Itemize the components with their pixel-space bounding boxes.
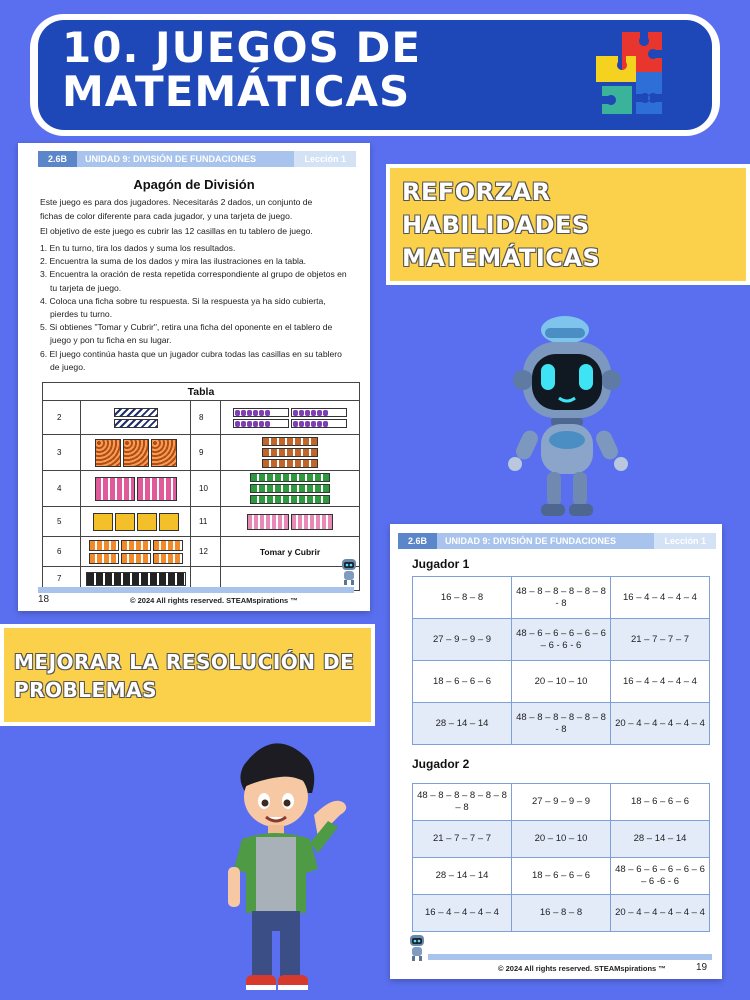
worksheet-page-18 bbox=[18, 143, 370, 611]
worksheet-page-19 bbox=[390, 524, 722, 979]
board-cell: 18 – 6 – 6 – 6 bbox=[413, 661, 512, 703]
title-line-1: 10. JUEGOS DE bbox=[62, 23, 422, 72]
unit-title: UNIDAD 9: DIVISIÓN DE FUNDACIONES bbox=[437, 533, 654, 549]
board-row bbox=[413, 821, 710, 858]
lesson-label: Lección 1 bbox=[294, 151, 356, 167]
board-cell: 28 – 14 – 14 bbox=[413, 858, 512, 895]
player-2-label: Jugador 2 bbox=[412, 757, 470, 771]
table-row bbox=[43, 471, 360, 507]
board-cell: 16 – 4 – 4 – 4 – 4 bbox=[611, 577, 710, 619]
player-1-label: Jugador 1 bbox=[412, 557, 470, 571]
worksheet-header bbox=[38, 151, 356, 167]
mini-robot-icon bbox=[338, 556, 360, 586]
group-illustration bbox=[81, 507, 191, 537]
board-row bbox=[413, 858, 710, 895]
board-cell: 48 – 8 – 8 – 8 – 8 – 8 – 8 bbox=[413, 784, 512, 821]
page-number: 18 bbox=[38, 594, 50, 605]
player-1-board bbox=[412, 576, 710, 745]
board-row bbox=[413, 784, 710, 821]
board-cell: 21 – 7 – 7 – 7 bbox=[611, 619, 710, 661]
copyright: © 2024 All rights reserved. STEAMspirations ™ bbox=[130, 596, 298, 605]
dice-sum: 3 bbox=[43, 435, 81, 471]
board-cell: 48 – 8 – 8 – 8 – 8 – 8 - 8 bbox=[512, 577, 611, 619]
table-row bbox=[43, 537, 360, 567]
step-item: 6. El juego continúa hasta que un jugador cubra todas las casillas en su tablero de juego. bbox=[40, 348, 342, 372]
player-2-board bbox=[412, 783, 710, 932]
board-cell: 28 – 14 – 14 bbox=[413, 703, 512, 745]
title-line-2: MATEMÁTICAS bbox=[62, 67, 411, 116]
group-illustration bbox=[81, 401, 191, 435]
board-cell: 20 – 10 – 10 bbox=[512, 661, 611, 703]
game-intro bbox=[40, 195, 350, 238]
board-cell: 16 – 8 – 8 bbox=[413, 577, 512, 619]
board-row bbox=[413, 895, 710, 932]
dice-sum: 10 bbox=[191, 471, 221, 507]
board-cell: 48 – 6 – 6 – 6 – 6 – 6 – 6 - 6 - 6 bbox=[512, 619, 611, 661]
dice-sum: 6 bbox=[43, 537, 81, 567]
step-item: 2. Encuentra la suma de los dados y mira las ilustraciones en la tabla. bbox=[40, 256, 307, 267]
step-item: 3. Encuentra la oración de resta repetida correspondiente al grupo de objetos en tu tarjeta de juego. bbox=[40, 269, 347, 293]
dice-sum: 11 bbox=[191, 507, 221, 537]
callout-line: HABILIDADES bbox=[402, 211, 590, 239]
board-cell: 27 – 9 – 9 – 9 bbox=[512, 784, 611, 821]
group-illustration bbox=[221, 507, 360, 537]
robot-mascot-icon bbox=[505, 308, 640, 520]
group-illustration bbox=[81, 537, 191, 567]
callout-mejorar bbox=[0, 624, 375, 726]
unit-title: UNIDAD 9: DIVISIÓN DE FUNDACIONES bbox=[77, 151, 294, 167]
board-row bbox=[413, 703, 710, 745]
copyright: © 2024 All rights reserved. STEAMspirations ™ bbox=[498, 964, 666, 973]
table-row bbox=[43, 435, 360, 471]
lesson-code: 2.6B bbox=[38, 151, 77, 167]
intro-line: Este juego es para dos jugadores. Necesitarás 2 dados, un conjunto de bbox=[40, 197, 313, 207]
board-cell: 48 – 8 – 8 – 8 – 8 – 8 - 8 bbox=[512, 703, 611, 745]
board-row bbox=[413, 577, 710, 619]
board-cell: 20 – 4 – 4 – 4 – 4 – 4 bbox=[611, 703, 710, 745]
board-cell: 16 – 8 – 8 bbox=[512, 895, 611, 932]
group-illustration bbox=[221, 401, 360, 435]
footer-bar bbox=[38, 587, 354, 593]
callout-line: MATEMÁTICAS bbox=[402, 244, 601, 272]
board-cell: 21 – 7 – 7 – 7 bbox=[413, 821, 512, 858]
group-illustration bbox=[81, 471, 191, 507]
table-row bbox=[43, 401, 360, 435]
page-number: 19 bbox=[696, 962, 708, 973]
group-illustration bbox=[221, 471, 360, 507]
board-row bbox=[413, 619, 710, 661]
step-item: 1. En tu turno, tira los dados y suma los resultados. bbox=[40, 243, 236, 253]
table-title: Tabla bbox=[43, 383, 360, 401]
puzzle-pieces-icon bbox=[594, 28, 674, 118]
group-illustration bbox=[81, 435, 191, 471]
board-cell: 18 – 6 – 6 – 6 bbox=[611, 784, 710, 821]
callout-text bbox=[402, 176, 600, 275]
callout-line: MEJORAR LA RESOLUCIÓN DE bbox=[14, 650, 355, 674]
game-title: Apagón de División bbox=[133, 177, 255, 192]
board-cell: 28 – 14 – 14 bbox=[611, 821, 710, 858]
group-illustration bbox=[221, 435, 360, 471]
board-cell: 27 – 9 – 9 – 9 bbox=[413, 619, 512, 661]
table-row bbox=[43, 507, 360, 537]
dice-sum: 2 bbox=[43, 401, 81, 435]
board-cell: 20 – 4 – 4 – 4 – 4 – 4 bbox=[611, 895, 710, 932]
lesson-code: 2.6B bbox=[398, 533, 437, 549]
board-row bbox=[413, 661, 710, 703]
board-cell: 16 – 4 – 4 – 4 – 4 bbox=[611, 661, 710, 703]
boy-waving-icon bbox=[206, 735, 356, 995]
intro-line: fichas de color diferente para cada jugador, y una tarjeta de juego. bbox=[40, 211, 293, 222]
board-cell: 48 – 6 – 6 – 6 – 6 – 6 – 6 -6 - 6 bbox=[611, 858, 710, 895]
intro-line: El objetivo de este juego es cubrir las 12 casillas en tu tablero de juego. bbox=[40, 225, 313, 236]
mini-robot-icon bbox=[406, 932, 428, 962]
dice-sum: 5 bbox=[43, 507, 81, 537]
callout-reforzar bbox=[386, 164, 750, 285]
callout-line: PROBLEMAS bbox=[14, 678, 157, 702]
lesson-label: Lección 1 bbox=[654, 533, 716, 549]
footer-bar bbox=[428, 954, 712, 960]
dice-sum: 8 bbox=[191, 401, 221, 435]
dice-sum: 12 bbox=[191, 537, 221, 567]
board-cell: 18 – 6 – 6 – 6 bbox=[512, 858, 611, 895]
step-item: 5. Si obtienes "Tomar y Cubrir", retira una ficha del oponente en el tablero de juego y pon tu ficha en su lugar. bbox=[40, 322, 333, 346]
take-and-cover: Tomar y Cubrir bbox=[221, 537, 360, 567]
callout-line: REFORZAR bbox=[402, 178, 551, 206]
dice-sum: 9 bbox=[191, 435, 221, 471]
board-cell: 20 – 10 – 10 bbox=[512, 821, 611, 858]
game-steps bbox=[40, 242, 352, 374]
callout-text bbox=[14, 648, 354, 704]
board-cell: 16 – 4 – 4 – 4 – 4 bbox=[413, 895, 512, 932]
step-item: 4. Coloca una ficha sobre tu respuesta. Si la respuesta ya ha sido cubierta, pierdes tu turno. bbox=[40, 295, 326, 320]
worksheet-header bbox=[398, 533, 716, 549]
dice-sum: 4 bbox=[43, 471, 81, 507]
reference-table bbox=[42, 382, 360, 591]
page-title bbox=[62, 23, 422, 116]
dice-sum: 7 bbox=[43, 567, 81, 591]
